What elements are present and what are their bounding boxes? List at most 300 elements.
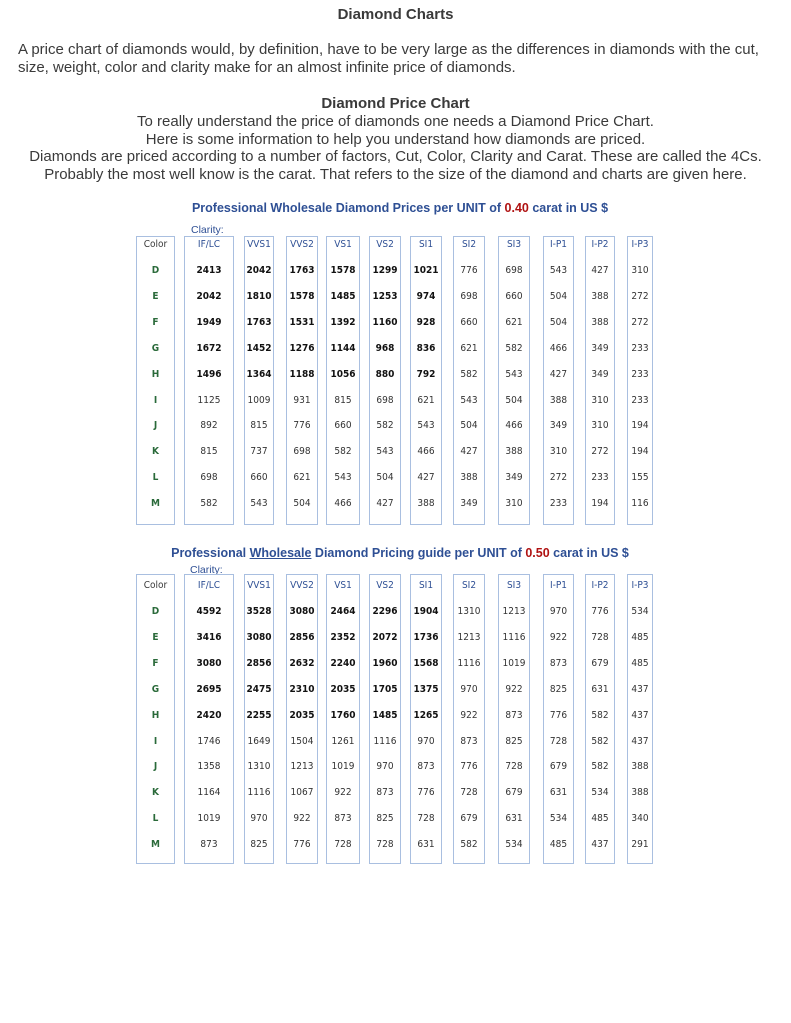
price-cell: 836 <box>416 342 436 354</box>
price-cell: 1144 <box>330 342 356 354</box>
column-header: SI1 <box>418 239 434 250</box>
price-cell: 2464 <box>330 606 356 617</box>
price-cell: 427 <box>549 368 568 380</box>
price-cell: 1056 <box>330 368 356 380</box>
column-header: SI3 <box>506 239 522 250</box>
price-cell: 2255 <box>246 709 272 721</box>
clarity-column <box>498 574 530 864</box>
price-cell: 272 <box>549 472 568 484</box>
price-cell: 1649 <box>247 735 271 747</box>
caption-text: Professional <box>171 546 250 560</box>
price-cell: 582 <box>591 735 609 747</box>
price-cell: 825 <box>505 735 523 747</box>
color-grade: L <box>152 813 159 825</box>
price-cell: 698 <box>376 394 394 406</box>
clarity-column <box>244 574 274 864</box>
price-cell: 679 <box>460 813 478 825</box>
price-cell: 1504 <box>290 735 314 747</box>
intro-paragraph: A price chart of diamonds would, by definition, have to be very large as the differences in diamonds with the cut, size, weight, color and clarity make for an almost infinite price of diamonds. <box>18 41 759 76</box>
clarity-column <box>244 236 274 525</box>
price-cell: 873 <box>549 657 568 669</box>
price-cell: 2856 <box>246 657 272 669</box>
price-cell: 543 <box>376 446 394 458</box>
price-cell: 2296 <box>372 606 398 617</box>
price-cell: 776 <box>460 761 478 773</box>
price-cell: 728 <box>591 631 609 643</box>
color-grade: L <box>152 472 159 484</box>
price-cell: 485 <box>549 839 568 851</box>
column-header: IF/LC <box>197 580 221 591</box>
price-cell: 1021 <box>413 265 439 276</box>
price-cell: 233 <box>591 472 609 484</box>
intro-line: To really understand the price of diamonds one needs a Diamond Price Chart. <box>137 113 654 130</box>
price-cell: 1949 <box>196 316 222 328</box>
price-cell: 728 <box>334 839 352 851</box>
price-cell: 873 <box>334 813 352 825</box>
price-cell: 466 <box>505 420 523 432</box>
price-cell: 2856 <box>289 631 315 643</box>
price-cell: 1213 <box>457 631 481 643</box>
price-cell: 437 <box>631 709 649 721</box>
price-cell: 3080 <box>196 657 222 669</box>
price-cell: 892 <box>200 420 218 432</box>
price-cell: 815 <box>250 420 268 432</box>
price-cell: 631 <box>549 787 568 799</box>
price-cell: 970 <box>376 761 394 773</box>
price-cell: 504 <box>549 316 568 328</box>
price-cell: 660 <box>505 290 523 302</box>
price-cell: 427 <box>417 472 435 484</box>
column-header: IF/LC <box>197 239 221 250</box>
price-cell: 1019 <box>331 761 355 773</box>
price-cell: 922 <box>334 787 352 799</box>
clarity-column <box>326 574 360 864</box>
column-header: I-P3 <box>631 580 649 591</box>
section-title: Diamond Price Chart <box>321 95 470 112</box>
price-cell: 543 <box>250 498 268 510</box>
price-cell: 631 <box>417 839 435 851</box>
table-caption <box>134 546 666 560</box>
clarity-column <box>498 236 530 525</box>
price-cell: 728 <box>417 813 435 825</box>
price-cell: 679 <box>505 787 523 799</box>
price-cell: 437 <box>631 683 649 695</box>
caption-carat: 0.50 <box>525 546 550 560</box>
price-cell: 2042 <box>196 290 222 302</box>
price-cell: 116 <box>631 498 649 510</box>
price-cell: 1375 <box>413 683 439 695</box>
clarity-column <box>627 574 653 864</box>
price-cell: 349 <box>591 342 609 354</box>
price-cell: 974 <box>416 290 436 302</box>
price-cell: 1261 <box>331 735 355 747</box>
color-grade: D <box>151 265 160 276</box>
price-cell: 543 <box>417 420 435 432</box>
price-cell: 1164 <box>197 787 221 799</box>
caption-text: Professional Wholesale Diamond Prices per UNIT of <box>191 201 505 215</box>
price-cell: 194 <box>631 446 649 458</box>
price-cell: 1125 <box>197 394 221 406</box>
color-grade: G <box>151 683 160 695</box>
price-cell: 504 <box>376 472 394 484</box>
price-cell: 873 <box>376 787 394 799</box>
column-header: I-P1 <box>549 239 568 250</box>
column-header: VVS1 <box>247 580 271 591</box>
color-grade: E <box>152 631 159 643</box>
price-cell: 310 <box>505 498 523 510</box>
column-header: VVS2 <box>290 239 314 250</box>
price-cell: 621 <box>293 472 311 484</box>
clarity-column <box>184 574 234 864</box>
price-cell: 582 <box>460 839 478 851</box>
caption-carat: 0.40 <box>504 201 529 215</box>
color-grade: F <box>152 657 159 669</box>
price-cell: 621 <box>460 342 478 354</box>
price-cell: 728 <box>549 735 568 747</box>
price-cell: 4592 <box>196 606 222 617</box>
color-grade: K <box>152 446 159 458</box>
price-cell: 534 <box>549 813 568 825</box>
price-cell: 388 <box>591 316 609 328</box>
price-cell: 873 <box>200 839 218 851</box>
column-header: SI2 <box>461 239 477 250</box>
price-cell: 582 <box>376 420 394 432</box>
price-cell: 776 <box>460 265 478 276</box>
color-grade: F <box>152 316 159 328</box>
price-cell: 1746 <box>197 735 221 747</box>
price-table-040 <box>134 201 666 526</box>
price-cell: 1760 <box>330 709 356 721</box>
price-cell: 2240 <box>330 657 356 669</box>
price-cell: 698 <box>460 290 478 302</box>
price-cell: 931 <box>293 394 311 406</box>
clarity-column <box>453 574 485 864</box>
price-cell: 631 <box>591 683 609 695</box>
clarity-column <box>453 236 485 525</box>
price-cell: 1485 <box>372 709 398 721</box>
price-cell: 1299 <box>372 265 398 276</box>
price-cell: 233 <box>631 394 649 406</box>
price-cell: 2475 <box>246 683 272 695</box>
price-cell: 349 <box>549 420 568 432</box>
price-cell: 582 <box>334 446 352 458</box>
price-cell: 534 <box>631 606 649 617</box>
color-grade: J <box>153 420 158 432</box>
price-cell: 504 <box>460 420 478 432</box>
clarity-column <box>543 574 574 864</box>
price-cell: 970 <box>549 606 568 617</box>
price-cell: 349 <box>460 498 478 510</box>
price-cell: 437 <box>631 735 649 747</box>
price-cell: 2632 <box>289 657 315 669</box>
price-cell: 2352 <box>330 631 356 643</box>
price-cell: 582 <box>200 498 218 510</box>
price-cell: 1019 <box>502 657 526 669</box>
price-cell: 1116 <box>373 735 397 747</box>
price-cell: 1310 <box>247 761 271 773</box>
price-cell: 970 <box>250 813 268 825</box>
table-caption <box>134 201 666 215</box>
price-cell: 485 <box>631 631 649 643</box>
color-grade: G <box>151 342 160 354</box>
price-cell: 3528 <box>246 606 272 617</box>
price-cell: 1960 <box>372 657 398 669</box>
price-cell: 194 <box>631 420 649 432</box>
price-cell: 698 <box>200 472 218 484</box>
price-cell: 825 <box>250 839 268 851</box>
price-cell: 349 <box>505 472 523 484</box>
price-cell: 698 <box>293 446 311 458</box>
price-cell: 922 <box>293 813 311 825</box>
price-cell: 388 <box>631 761 649 773</box>
price-cell: 660 <box>460 316 478 328</box>
intro-lines <box>28 113 763 183</box>
price-cell: 2042 <box>246 265 272 276</box>
price-cell: 349 <box>591 368 609 380</box>
intro-line: Probably the most well know is the carat. That refers to the size of the diamond and charts are given here. <box>44 165 747 183</box>
clarity-column <box>369 236 401 525</box>
color-grade: I <box>153 394 158 406</box>
price-cell: 970 <box>460 683 478 695</box>
color-grade: M <box>151 498 160 510</box>
clarity-column <box>286 236 318 525</box>
column-header: I-P1 <box>549 580 568 591</box>
column-header: VS1 <box>334 580 352 591</box>
price-cell: 928 <box>416 316 436 328</box>
clarity-column <box>369 574 401 864</box>
price-cell: 815 <box>200 446 218 458</box>
column-header: SI2 <box>461 580 477 591</box>
price-cell: 621 <box>417 394 435 406</box>
price-cell: 660 <box>334 420 352 432</box>
column-header: Color <box>143 239 168 250</box>
price-cell: 1019 <box>197 813 221 825</box>
price-cell: 291 <box>631 839 649 851</box>
price-cell: 2035 <box>330 683 356 695</box>
price-cell: 1116 <box>457 657 481 669</box>
color-grade: J <box>153 761 158 773</box>
price-cell: 792 <box>416 368 436 380</box>
price-cell: 1452 <box>246 342 272 354</box>
price-cell: 485 <box>631 657 649 669</box>
price-cell: 272 <box>631 316 649 328</box>
color-grade: D <box>151 606 160 617</box>
price-cell: 543 <box>334 472 352 484</box>
price-cell: 621 <box>505 316 523 328</box>
price-cell: 873 <box>460 735 478 747</box>
price-cell: 388 <box>591 290 609 302</box>
price-cell: 631 <box>505 813 523 825</box>
intro-line: Diamonds are priced according to a number of factors, Cut, Color, Clarity and Carat. These are called the 4Cs. <box>29 148 762 166</box>
column-header: VVS1 <box>247 239 271 250</box>
price-cell: 543 <box>549 265 568 276</box>
price-cell: 310 <box>631 265 649 276</box>
price-cell: 1358 <box>197 761 221 773</box>
price-cell: 968 <box>375 342 395 354</box>
color-grade: H <box>151 368 160 380</box>
price-cell: 825 <box>376 813 394 825</box>
price-cell: 880 <box>375 368 395 380</box>
clarity-column <box>184 236 234 525</box>
price-cell: 776 <box>591 606 609 617</box>
price-cell: 679 <box>549 761 568 773</box>
price-cell: 534 <box>591 787 609 799</box>
price-cell: 466 <box>334 498 352 510</box>
clarity-column <box>585 574 615 864</box>
price-cell: 1188 <box>289 368 315 380</box>
price-cell: 922 <box>505 683 523 695</box>
price-cell: 1578 <box>289 290 315 302</box>
price-cell: 776 <box>417 787 435 799</box>
clarity-column <box>627 236 653 525</box>
price-cell: 388 <box>631 787 649 799</box>
price-cell: 873 <box>417 761 435 773</box>
column-header: I-P2 <box>591 239 609 250</box>
price-cell: 970 <box>417 735 435 747</box>
price-cell: 233 <box>549 498 568 510</box>
color-column <box>136 236 175 525</box>
price-cell: 543 <box>505 368 523 380</box>
price-cell: 543 <box>460 394 478 406</box>
price-cell: 427 <box>376 498 394 510</box>
clarity-column <box>410 236 442 525</box>
price-cell: 272 <box>591 446 609 458</box>
color-grade: H <box>151 709 160 721</box>
price-cell: 233 <box>631 342 649 354</box>
price-cell: 582 <box>505 342 523 354</box>
price-cell: 776 <box>549 709 568 721</box>
price-cell: 1213 <box>290 761 314 773</box>
price-cell: 437 <box>591 839 609 851</box>
price-cell: 582 <box>591 709 609 721</box>
column-header: I-P3 <box>631 239 649 250</box>
price-cell: 2695 <box>196 683 222 695</box>
color-grade: K <box>152 787 159 799</box>
price-cell: 776 <box>293 839 311 851</box>
price-cell: 2035 <box>289 709 315 721</box>
price-cell: 1364 <box>246 368 272 380</box>
price-cell: 310 <box>591 394 609 406</box>
price-cell: 679 <box>591 657 609 669</box>
price-cell: 660 <box>250 472 268 484</box>
wholesale-link[interactable]: Wholesale <box>249 546 312 560</box>
price-cell: 1213 <box>502 606 526 617</box>
price-cell: 485 <box>591 813 609 825</box>
price-cell: 1116 <box>247 787 271 799</box>
clarity-column <box>326 236 360 525</box>
price-cell: 388 <box>549 394 568 406</box>
price-cell: 233 <box>631 368 649 380</box>
price-cell: 728 <box>460 787 478 799</box>
price-cell: 388 <box>417 498 435 510</box>
column-header: SI1 <box>418 580 434 591</box>
price-cell: 2413 <box>196 265 222 276</box>
column-header: VS2 <box>376 239 394 250</box>
price-cell: 504 <box>293 498 311 510</box>
caption-text: carat in US $ <box>528 201 609 215</box>
price-cell: 427 <box>591 265 609 276</box>
column-header: VS1 <box>334 239 352 250</box>
price-cell: 1568 <box>413 657 439 669</box>
clarity-column <box>286 574 318 864</box>
price-cell: 2420 <box>196 709 222 721</box>
price-cell: 1392 <box>330 316 356 328</box>
price-cell: 1265 <box>413 709 439 721</box>
price-cell: 728 <box>505 761 523 773</box>
price-cell: 427 <box>460 446 478 458</box>
clarity-column <box>585 236 615 525</box>
price-cell: 825 <box>549 683 568 695</box>
price-cell: 1763 <box>289 265 315 276</box>
color-grade: I <box>153 735 158 747</box>
column-header: VVS2 <box>290 580 314 591</box>
price-cell: 698 <box>505 265 523 276</box>
price-cell: 466 <box>549 342 568 354</box>
price-cell: 1763 <box>246 316 272 328</box>
price-cell: 728 <box>376 839 394 851</box>
price-cell: 1904 <box>413 606 439 617</box>
price-cell: 1485 <box>330 290 356 302</box>
price-cell: 815 <box>334 394 352 406</box>
price-cell: 534 <box>505 839 523 851</box>
price-cell: 1253 <box>372 290 398 302</box>
price-cell: 1009 <box>247 394 271 406</box>
price-cell: 310 <box>549 446 568 458</box>
price-cell: 1276 <box>289 342 315 354</box>
price-cell: 155 <box>631 472 649 484</box>
column-header: SI3 <box>506 580 522 591</box>
column-header: I-P2 <box>591 580 609 591</box>
price-cell: 1672 <box>196 342 222 354</box>
price-cell: 388 <box>460 472 478 484</box>
clarity-label: Clarity: <box>191 224 224 236</box>
price-cell: 922 <box>460 709 478 721</box>
clarity-label: Clarity: <box>190 564 223 576</box>
caption-text: carat in US $ <box>549 546 629 560</box>
price-cell: 1067 <box>290 787 314 799</box>
price-cell: 1160 <box>372 316 398 328</box>
price-cell: 388 <box>505 446 523 458</box>
price-cell: 1496 <box>196 368 222 380</box>
price-cell: 1810 <box>246 290 272 302</box>
price-cell: 1310 <box>457 606 481 617</box>
column-header: VS2 <box>376 580 394 591</box>
price-cell: 873 <box>505 709 523 721</box>
price-cell: 2072 <box>372 631 398 643</box>
price-cell: 272 <box>631 290 649 302</box>
intro-line: Here is some information to help you understand how diamonds are priced. <box>145 130 646 148</box>
price-cell: 922 <box>549 631 568 643</box>
column-header: Color <box>143 580 168 591</box>
color-grade: M <box>151 839 160 851</box>
price-cell: 504 <box>549 290 568 302</box>
price-cell: 194 <box>591 498 609 510</box>
price-cell: 776 <box>293 420 311 432</box>
price-cell: 3416 <box>196 631 222 643</box>
price-cell: 582 <box>591 761 609 773</box>
price-cell: 3080 <box>289 606 315 617</box>
price-cell: 466 <box>417 446 435 458</box>
price-table-050 <box>134 546 666 868</box>
price-cell: 1116 <box>502 631 526 643</box>
color-grade: E <box>152 290 159 302</box>
price-cell: 1736 <box>413 631 439 643</box>
price-cell: 504 <box>505 394 523 406</box>
price-cell: 737 <box>250 446 268 458</box>
clarity-column <box>410 574 442 864</box>
price-cell: 1578 <box>330 265 356 276</box>
price-cell: 1531 <box>289 316 315 328</box>
